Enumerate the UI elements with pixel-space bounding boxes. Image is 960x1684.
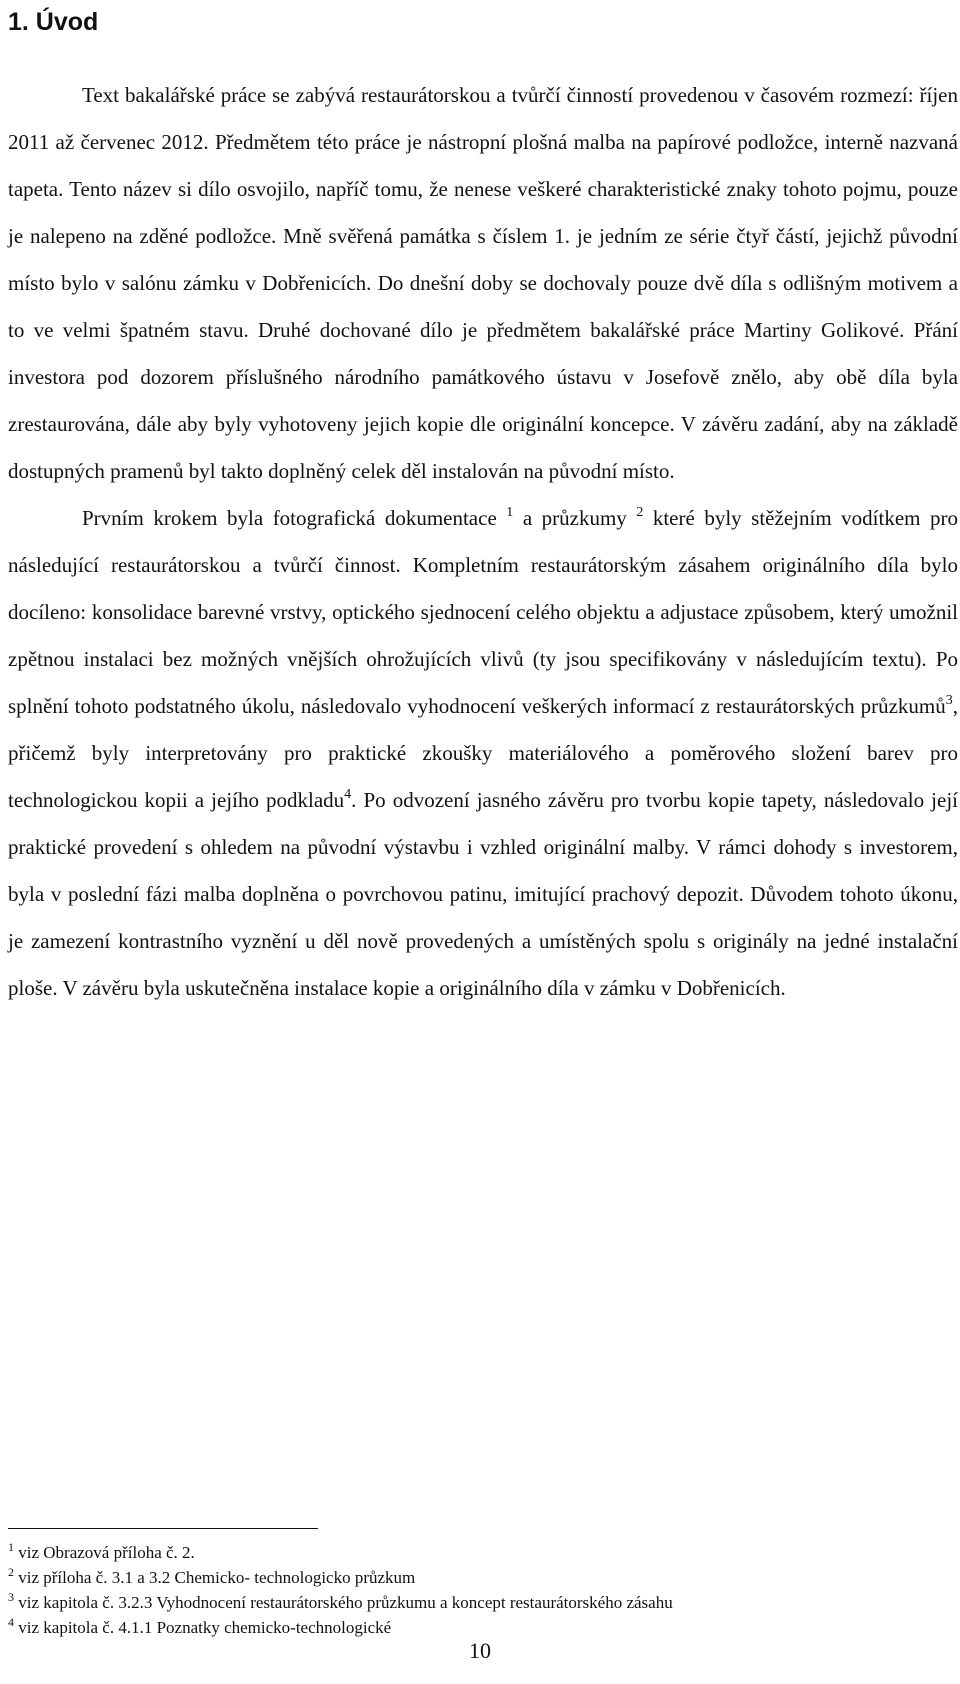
footnote-reference: 2 (636, 505, 644, 520)
section-heading: 1. Úvod (8, 8, 99, 36)
footnote-number: 3 (8, 1590, 14, 1604)
footnote (8, 1590, 958, 1615)
body-text (8, 72, 958, 1012)
paragraph-text: Prvním krokem byla fotografická dokumentace (82, 506, 507, 530)
footnote (8, 1540, 958, 1565)
footnote-reference: 1 (506, 505, 514, 520)
paragraph-text: a průzkumy (513, 506, 637, 530)
footnote-number: 2 (8, 1565, 14, 1579)
document-page (8, 0, 958, 1012)
footnote-text: viz kapitola č. 3.2.3 Vyhodnocení restaurátorského průzkumu a koncept restaurátorského zásahu (14, 1593, 673, 1612)
footnotes (8, 1540, 958, 1640)
paragraph-text: které byly stěžejním vodítkem pro následující restaurátorskou a tvůrčí činnost. Kompletním restaurátorským zásahem originálního díla bylo docíleno: konsolidace barevné vrstvy, optického sjednocení celého objektu a adjustace způsobem, který umožnil zpětnou instalaci bez možných vnějších ohrožujících vlivů (ty jsou specifikovány v následujícím textu). Po splnění tohoto podstatného úkolu, následovalo vyhodnocení veškerých informací z restaurátorských průzkumů (8, 506, 958, 718)
footnote-reference: 3 (945, 693, 953, 708)
paragraph-text: , přičemž byly interpretovány pro praktické zkoušky materiálového a poměrového složení barev pro technologickou kopii a jejího podkladu (8, 694, 958, 812)
footnote-text: viz příloha č. 3.1 a 3.2 Chemicko- technologicko průzkum (14, 1568, 416, 1587)
paragraph (8, 72, 958, 495)
footnote-text: viz kapitola č. 4.1.1 Poznatky chemicko-technologické (14, 1618, 392, 1637)
footnote-number: 1 (8, 1540, 14, 1554)
page-number: 10 (469, 1638, 491, 1663)
footnote-separator (8, 1528, 318, 1529)
footnote-reference: 4 (344, 787, 352, 802)
paragraph-text: . Po odvození jasného závěru pro tvorbu kopie tapety, následovalo její praktické provedení s ohledem na původní výstavbu i vzhled originální malby. V rámci dohody s investorem, byla v poslední fázi malba doplněna o povrchovou patinu, imitující prachový depozit. Důvodem tohoto úkonu, je zamezení kontrastního vyznění u děl nově provedených a umístěných spolu s originály na jedné instalační ploše. V závěru byla uskutečněna instalace kopie a originálního díla v zámku v Dobřenicích. (8, 788, 959, 1000)
paragraph-text: Text bakalářské práce se zabývá restaurátorskou a tvůrčí činností provedenou v časovém rozmezí: říjen 2011 až červenec 2012. Předmětem této práce je nástropní plošná malba na papírové podložce, interně nazvaná tapeta. Tento název si dílo osvojilo, napříč tomu, že nenese veškeré charakteristické znaky tohoto pojmu, pouze je nalepeno na zděné podložce. Mně svěřená památka s číslem 1. je jedním ze série čtyř částí, jejichž původní místo bylo v salónu zámku v Dobřenicích. Do dnešní doby se dochovaly pouze dvě díla s odlišným motivem a to ve velmi špatném stavu. Druhé dochované dílo je předmětem bakalářské práce Martiny Golikové. Přání investora pod dozorem příslušného národního památkového ústavu v Josefově znělo, aby obě díla byla zrestaurována, dále aby byly vyhotoveny jejich kopie dle originální koncepce. V závěru zadání, aby na základě dostupných pramenů byl takto doplněný celek děl instalován na původní místo. (8, 83, 958, 483)
footnote (8, 1565, 958, 1590)
paragraph (8, 495, 958, 1012)
footnote-text: viz Obrazová příloha č. 2. (14, 1543, 195, 1562)
footnote-number: 4 (8, 1615, 14, 1629)
